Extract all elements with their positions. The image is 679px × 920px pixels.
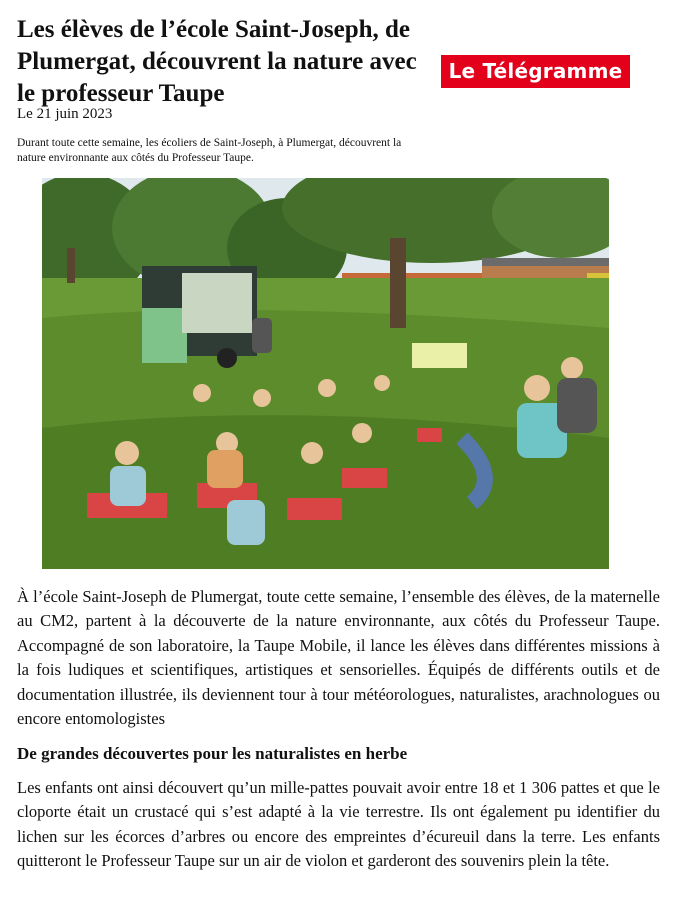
photo-illustration (42, 178, 609, 569)
article-date: Le 21 juin 2023 (17, 106, 113, 122)
publisher-logo[interactable]: Le Télégramme (441, 55, 630, 88)
article-title: Les élèves de l’école Saint-Joseph, de Plumergat, découvrent la nature avec le professeur Taupe (17, 16, 417, 107)
article-subheading: De grandes découvertes pour les naturalistes en herbe (17, 744, 408, 763)
article-paragraph-2: Les enfants ont ainsi découvert qu’un mille-pattes pouvait avoir entre 18 et 1 306 pattes et que le cloporte était un crustacé qui s’est adapté à la vie terrestre. Ils ont également pu identifier du lichen sur les écorces d’arbres ou encore des empreintes d’écureuil dans la terre. Les enfants quitteront le Professeur Taupe sur un air de violon et garderont des souvenirs plein la tête. (17, 778, 660, 871)
article-paragraph-1: À l’école Saint-Joseph de Plumergat, toute cette semaine, l’ensemble des élèves, de la maternelle au CM2, partent à la découverte de la nature environnante, aux côtés du Professeur Taupe. Accompagné de son laboratoire, la Taupe Mobile, il lance les élèves dans différentes missions à la fois ludiques et scientifiques, artistiques et sensorielles. Équipés de différents outils et de documentation illustrée, ils deviennent tour à tour météorologues, naturalistes, arachnologues ou encore entomologistes (17, 587, 660, 729)
article-photo (42, 178, 609, 569)
article-lead: Durant toute cette semaine, les écoliers de Saint-Joseph, à Plumergat, découvrent la nature environnante aux côtés du Professeur Taupe. (17, 137, 402, 164)
